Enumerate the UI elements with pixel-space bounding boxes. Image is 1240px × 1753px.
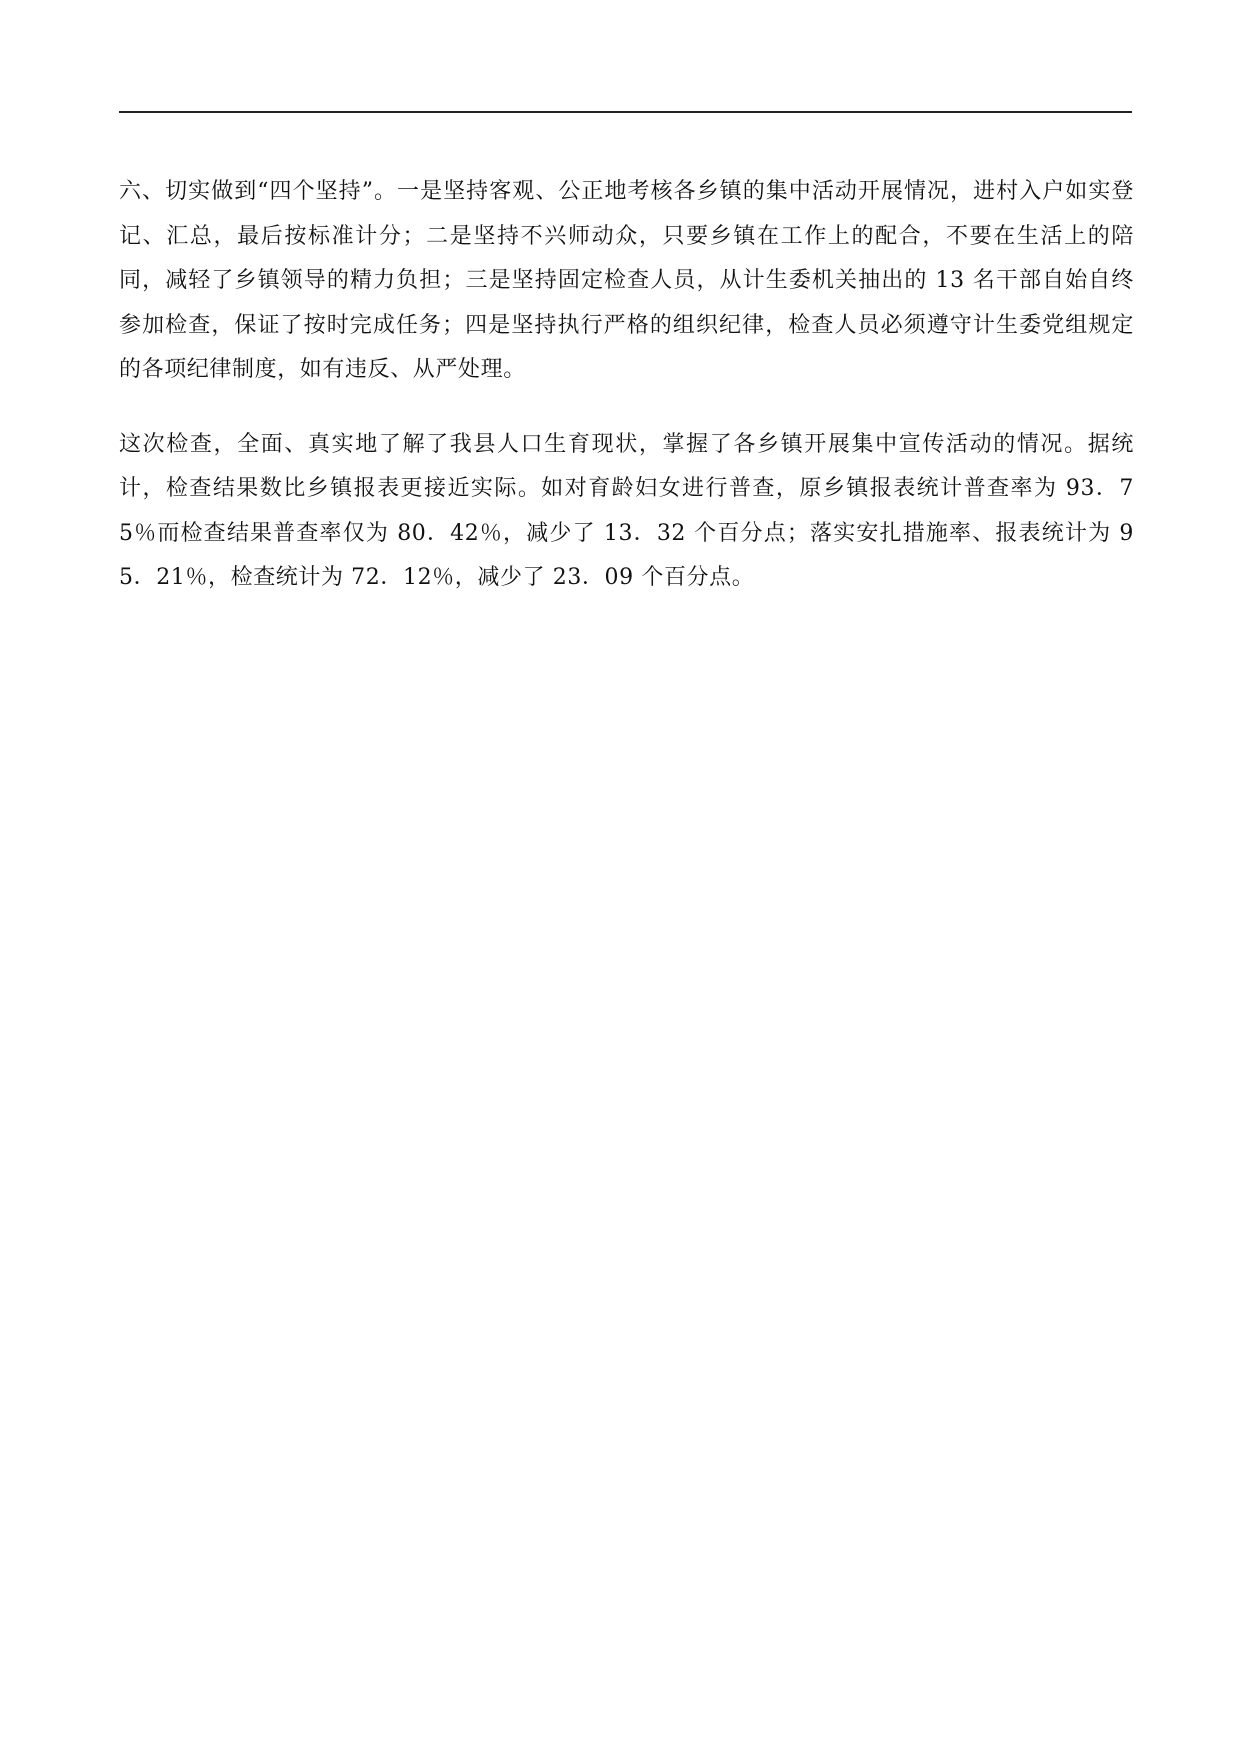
paragraph-inspection-results: 这次检查，全面、真实地了解了我县人口生育现状，掌握了各乡镇开展集中宣传活动的情况。据统计，检查结果数比乡镇报表更接近实际。如对育龄妇女进行普查，原乡镇报表统计普查率为 93．75％而检查结果普查率仅为 80．42％，减少了 13．32 个百分点；落实安扎措施率、报表统计为 95．21％，检查统计为 72．12％，减少了 23．09 个百分点。 (119, 431, 1134, 590)
document-body (119, 170, 1134, 601)
header-rule (119, 111, 1132, 113)
paragraph-four-persistences: 六、切实做到“四个坚持”。一是坚持客观、公正地考核各乡镇的集中活动开展情况，进村入户如实登记、汇总，最后按标准计分；二是坚持不兴师动众，只要乡镇在工作上的配合，不要在生活上的陪同，减轻了乡镇领导的精力负担；三是坚持固定检查人员，从计生委机关抽出的 13 名干部自始自终参加检查，保证了按时完成任务；四是坚持执行严格的组织纪律，检查人员必须遵守计生委党组规定的各项纪律制度，如有违反、从严处理。 (119, 179, 1134, 382)
